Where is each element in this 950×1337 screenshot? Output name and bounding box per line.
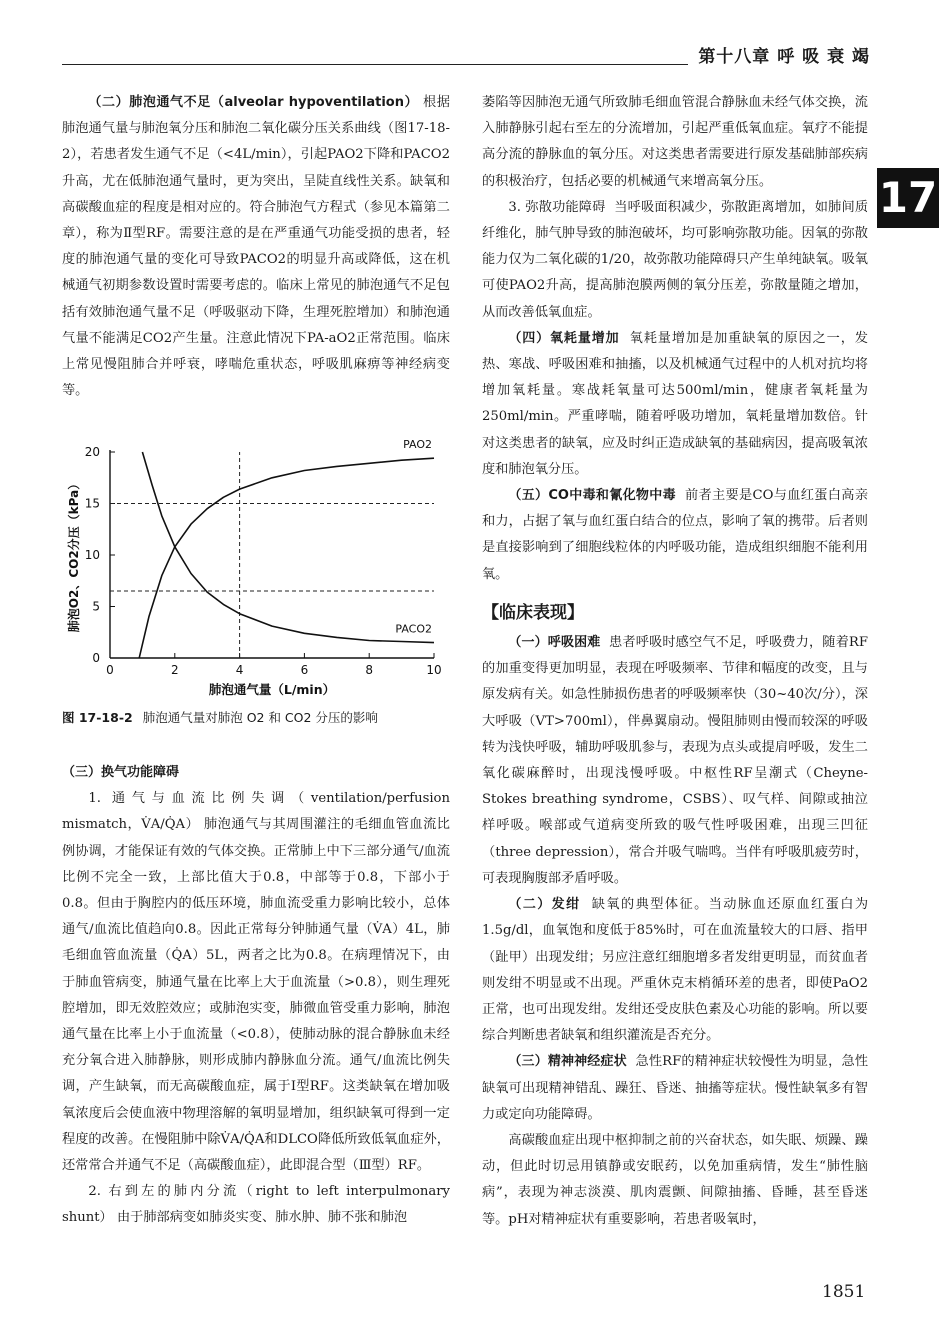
y-tick-label: 15: [84, 496, 100, 511]
figure-17-18-2: [62, 430, 462, 750]
page-number: 1851: [822, 1282, 866, 1302]
series-label-PACO2: PACO2: [395, 622, 432, 636]
paragraph-text: 当呼吸面积减少，弥散距离增加，如肺间质纤维化，肺气肿导致的肺泡破坏，均可影响弥散功能。因氧的弥散能力仅为二氧化碳的1/20，故弥散功能障碍只产生单纯缺氧。吸氧可使PAO2升高，提高肺泡膜两侧的氧分压差，弥散量随之增加，从而改善低氧血症。: [482, 199, 869, 320]
caption-text: 肺泡通气量对肺泡 O2 和 CO2 分压的影响: [142, 710, 378, 725]
series-label-PAO2: PAO2: [403, 438, 432, 452]
left-column-bottom: [62, 756, 450, 1232]
x-tick-label: 0: [106, 663, 114, 677]
paragraph: [62, 1179, 450, 1231]
figure-caption: [62, 708, 462, 726]
paragraph: [482, 195, 868, 326]
y-tick-label: 20: [84, 445, 100, 459]
heading-gas-exchange: [62, 760, 450, 786]
series-line-PACO2: [142, 452, 434, 643]
chart-axes: [85, 445, 442, 677]
right-column: [482, 90, 868, 1233]
paragraph-text: 急性RF的精神症状较慢性为明显，急性缺氧可出现精神错乱、躁狂、昏迷、抽搐等症状。慢性缺氧多有智力或定向功能障碍。: [482, 1054, 869, 1122]
paragraph: [482, 892, 868, 1049]
heading-dyspnea: （一）呼吸困难: [508, 635, 601, 651]
chart-series: [139, 452, 434, 658]
heading-text: （三）换气功能障碍: [62, 765, 180, 780]
y-tick-label: 10: [84, 548, 100, 562]
paragraph: [482, 326, 868, 483]
chapter-tab: 17: [877, 168, 939, 228]
heading-oxygen-consumption: （四）氧耗量增加: [508, 330, 620, 346]
subheading-diffusion: 3. 弥散功能障碍: [508, 199, 606, 215]
chart-svg: [62, 430, 462, 710]
y-tick-label: 0: [92, 651, 100, 665]
paragraph-text: 高碳酸血症出现中枢抑制之前的兴奋状态，如失眠、烦躁、躁动，但此时切忌用镇静或安眠药，以免加重病情，发生“肺性脑病”，表现为神志淡漠、肌肉震颤、间隙抽搐、昏睡，甚至昏迷等。pH对精神症状有重要影响，若患者吸氧时，: [482, 1132, 868, 1227]
paragraph-text: 缺氧的典型体征。当动脉血还原血红蛋白为1.5g/dl，血氧饱和度低于85%时，可在血流量较大的口唇、指甲（趾甲）出现发绀；另应注意红细胞增多者发绀更明显，而贫血者则发绀不明显或不出现。严重休克末梢循环差的患者，即使PaO2正常，也可出现发绀。发绀还受皮肤色素及心功能的影响。所以要综合判断患者缺氧和组织灌流是否充分。: [482, 897, 869, 1044]
subheading-vq: 1. 通气与血流比例失调（ventilation/perfusion mismatch，V̇A/Q̇A）: [62, 791, 450, 833]
x-tick-label: 2: [170, 663, 179, 677]
caption-label: 图 17-18-2: [62, 710, 133, 725]
paragraph-text: 前者主要是CO与血红蛋白高亲和力，占据了氧与血红蛋白结合的位点，影响了氧的携带。后者则是直接影响到了细胞线粒体的内呼吸功能，造成组织细胞不能利用氧。: [482, 488, 869, 582]
x-tick-label: 8: [365, 663, 374, 677]
heading-cyanosis: （二）发绀: [508, 897, 581, 913]
heading-neuro: （三）精神神经症状: [508, 1054, 627, 1070]
y-tick-label: 5: [92, 599, 100, 614]
y-axis-title: 肺泡O2、CO2分压（kPa）: [67, 477, 81, 633]
series-line-PAO2: [139, 458, 434, 658]
paragraph: [482, 90, 868, 195]
paragraph: [482, 630, 868, 892]
subheading-shunt: 2. 右到左的肺内分流（right to left interpulmonary shunt）: [62, 1184, 450, 1226]
paragraph: [62, 786, 450, 1179]
paragraph-text: 根据肺泡通气量与肺泡氧分压和肺泡二氧化碳分压关系曲线（图17-18-2），若患者发生通气不足（<4L/min），引起PAO2下降和PACO2升高，尤在低肺泡通气量时，更为突出，呈陡直线性关系。缺氧和高碳酸血症的程度是相对应的。符合肺泡气方程式（参见本篇第二章），称为Ⅱ型RF。需要注意的是在严重通气功能受损的患者，轻度的肺泡通气量的变化可导致PACO2的明显升高或降低，这在机械通气初期参数设置时需要考虑的。临床上常见的肺泡通气不足包括有效肺泡通气量不足（呼吸驱动下降，生理死腔增加）和肺泡通气量不能满足CO2产生量。注意此情况下PA-aO2正常范围。临床上常见慢阻肺合并呼衰，哮喘危重状态，呼吸肌麻痹等神经病变等。: [62, 95, 450, 399]
left-column-top: [62, 90, 450, 404]
paragraph: [482, 1128, 868, 1233]
paragraph: [482, 483, 868, 588]
running-header: [0, 0, 950, 80]
paragraph-text: 氧耗量增加是加重缺氧的原因之一，发热、寒战、呼吸困难和抽搐，以及机械通气过程中的人机对抗均将增加氧耗量。寒战耗氧量可达500ml/min，健康者氧耗量为250ml/min。严重哮喘，随着呼吸功增加，氧耗量增加数倍。针对这类患者的缺氧，应及时纠正造成缺氧的基础病因，提高吸氧浓度和肺泡氧分压。: [482, 330, 868, 477]
x-tick-label: 4: [235, 663, 244, 677]
paragraph: [62, 90, 450, 404]
paragraph-text: 萎陷等因肺泡无通气所致肺毛细血管混合静脉血未经气体交换，流入肺静脉引起右至左的分流增加，引起严重低氧血症。氧疗不能提高分流的静脉血的氧分压。对这类患者需要进行原发基础肺部疾病的积极治疗，包括必要的机械通气来增高氧分压。: [482, 95, 868, 189]
heading-alveolar-hypoventilation: （二）肺泡通气不足（alveolar hypoventilation）: [88, 95, 419, 110]
paragraph-text: 肺泡通气与其周围灌注的毛细血管血流比例协调，才能保证有效的气体交换。正常肺上中下三部分通气/血流比例不完全一致，上部比值大于0.8，中部等于0.8，下部小于0.8。但由于胸腔内的低压环境，肺血流受重力影响比较小，总体通气/血流比值趋向0.8。因此正常每分钟肺通气量（V̇A）4L，肺毛细血管血流量（Q̇A）5L，两者之比为0.8。在病理情况下，由于肺血管病变，肺通气量在比率上大于血流量（>0.8），则生理死腔增加，即无效腔效应；或肺泡实变，肺微血管受重力影响，肺泡通气量在比率上小于血流量（<0.8），使肺动脉的混合静脉血未经充分氧合进入肺静脉，则形成肺内静脉血分流。通气/血流比例失调，产生缺氧，而无高碳酸血症，属于Ⅰ型RF。这类缺氧在增加吸氧浓度后会使血液中物理溶解的氧明显增加，组织缺氧可得到一定程度的改善。在慢阻肺中除V̇A/Q̇A和DLCO降低所致低氧血症外，还常常合并通气不足（高碳酸血症），此即混合型（Ⅲ型）RF。: [62, 817, 450, 1174]
paragraph-text: 由于肺部病变如肺炎实变、肺水肿、肺不张和肺泡: [116, 1210, 408, 1226]
reference-lines: [110, 452, 434, 658]
chapter-title: 第十八章 呼 吸 衰 竭: [688, 42, 870, 67]
paragraph-text: 患者呼吸时感空气不足，呼吸费力，随着RF的加重变得更加明显，表现在呼吸频率、节律和幅度的改变，且与原发病有关。如急性肺损伤患者的呼吸频率快（30~40次/分），深大呼吸（VT>700ml），伴鼻翼扇动。慢阻肺则由慢而较深的呼吸转为浅快呼吸，辅助呼吸肌参与，表现为点头或提肩呼吸，发生二氧化碳麻醉时，出现浅慢呼吸。中枢性RF呈潮式（Cheyne-Stokes breathing syndrome，CSBS）、叹气样、间隙或抽泣样呼吸。喉部或气道病变所致的吸气性呼吸困难，出现三凹征（three depression），常合并吸气喘鸣。当伴有呼吸肌疲劳时，可表现胸腹部矛盾呼吸。: [482, 635, 868, 886]
paragraph: [482, 1049, 868, 1128]
x-tick-label: 6: [300, 663, 309, 677]
heading-co-poisoning: （五）CO中毒和氰化物中毒: [508, 488, 676, 504]
x-tick-label: 10: [426, 663, 442, 677]
section-heading-clinical: 【临床表现】: [482, 602, 584, 623]
x-axis-title: 肺泡通气量（L/min）: [208, 682, 336, 697]
